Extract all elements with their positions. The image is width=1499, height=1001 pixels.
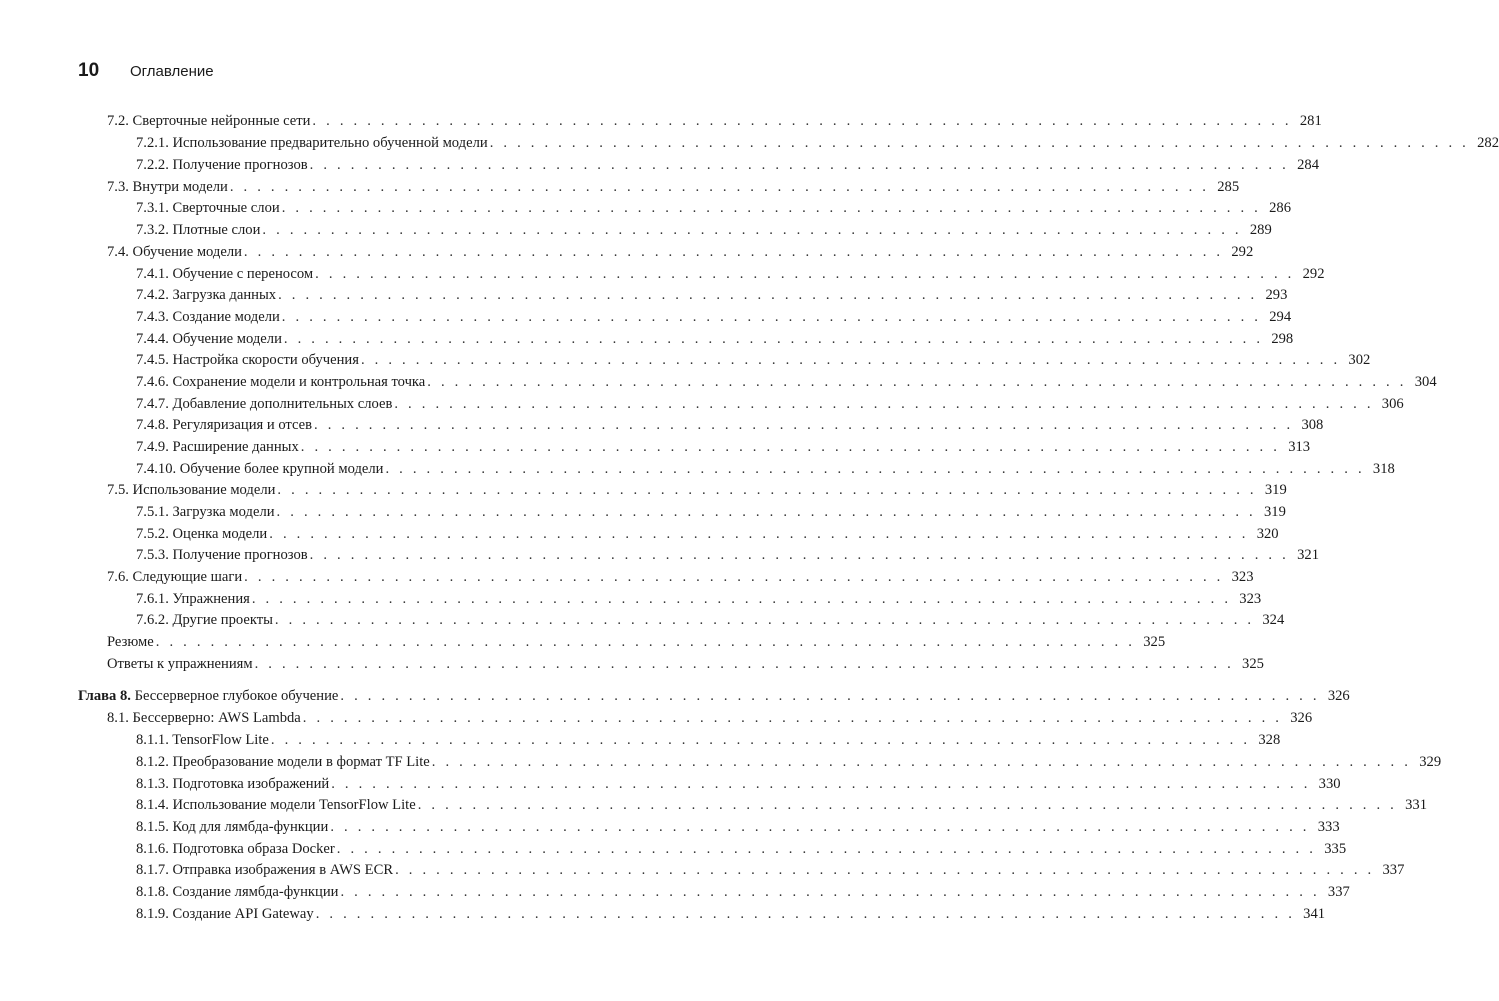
toc-leader-dots: . . . . . . . . . . . . . . . . . . . . . . . . . . . . . . . . . . . . . . . . . . . . . . . . . . . . . . . . . . . . . . . . . . . . . . . .: [283, 331, 1264, 347]
toc-page-number: 318: [1372, 461, 1395, 477]
toc-page-number: 331: [1405, 797, 1428, 813]
toc-page-number: 326: [1290, 710, 1313, 726]
toc-entry-number: 7.2.1.: [136, 135, 169, 151]
toc-entry: [136, 198, 1292, 218]
toc-entry-number: 7.3.2.: [136, 222, 169, 238]
toc-entry-number: 7.4.8.: [136, 417, 169, 433]
toc-entry-text: Создание модели: [172, 309, 280, 325]
toc-leader-dots: . . . . . . . . . . . . . . . . . . . . . . . . . . . . . . . . . . . . . . . . . . . . . . . . . . . . . . . . . . . . . . . . . . . . . . . .: [269, 526, 1249, 542]
toc-entry-number: 8.1.5.: [136, 819, 169, 835]
toc-page-number: 308: [1301, 417, 1324, 433]
toc-leader-dots: . . . . . . . . . . . . . . . . . . . . . . . . . . . . . . . . . . . . . . . . . . . . . . . . . . . . . . . . . . . . . . . . . . . . . . . .: [302, 710, 1283, 726]
toc-page-number: 337: [1382, 862, 1405, 878]
toc-leader-dots: . . . . . . . . . . . . . . . . . . . . . . . . . . . . . . . . . . . . . . . . . . . . . . . . . . . . . . . . . . . . . . . . . . . . . . . .: [254, 656, 1234, 672]
toc-entry-number: 7.4.5.: [136, 352, 169, 368]
toc-entry-text: Бессерверно: AWS Lambda: [132, 710, 301, 726]
toc-entry-text: Другие проекты: [172, 612, 273, 628]
toc-entry: [136, 904, 1326, 924]
toc-leader-dots: . . . . . . . . . . . . . . . . . . . . . . . . . . . . . . . . . . . . . . . . . . . . . . . . . . . . . . . . . . . . . . . . . . . . . . . .: [274, 612, 1255, 628]
toc-entry: [107, 177, 1240, 197]
toc-entry: [136, 394, 1404, 414]
toc-entry-number: 7.5.2.: [136, 526, 169, 542]
toc-leader-dots: . . . . . . . . . . . . . . . . . . . . . . . . . . . . . . . . . . . . . . . . . . . . . . . . . . . . . . . . . . . . . . . . . . . . . . . .: [315, 906, 1296, 922]
toc-entry-number: 8.1.2.: [136, 754, 169, 770]
toc-entry-number: 8.1.9.: [136, 906, 169, 922]
toc-page-number: 330: [1318, 776, 1341, 792]
toc-entry-number: 8.1.8.: [136, 884, 169, 900]
toc-page-number: 282: [1477, 135, 1499, 151]
toc-entry-title: [136, 285, 278, 305]
toc-entry-title: [136, 524, 269, 544]
toc-entry-text: Использование модели TensorFlow Lite: [172, 797, 416, 813]
toc-entry-title: [136, 264, 315, 284]
toc-page-number: 292: [1231, 244, 1254, 260]
toc-entry-text: Внутри модели: [132, 179, 228, 195]
toc-leader-dots: . . . . . . . . . . . . . . . . . . . . . . . . . . . . . . . . . . . . . . . . . . . . . . . . . . . . . . . . . . . . . . . . . . . . . . . .: [270, 732, 1251, 748]
toc-entry-text: Следующие шаги: [132, 569, 243, 585]
toc-entry-text: Код для лямбда-функции: [172, 819, 329, 835]
toc-leader-dots: . . . . . . . . . . . . . . . . . . . . . . . . . . . . . . . . . . . . . . . . . . . . . . . . . . . . . . . . . . . . . . . . . . . . . . . .: [277, 482, 1257, 498]
toc-entry-number: 7.5.: [107, 482, 129, 498]
toc-entry: [136, 155, 1319, 175]
toc-entry: [78, 686, 1350, 706]
toc-entry-title: [136, 545, 310, 565]
toc-leader-dots: . . . . . . . . . . . . . . . . . . . . . . . . . . . . . . . . . . . . . . . . . . . . . . . . . . . . . . . . . . . . . . . . . . . . . . . .: [395, 862, 1375, 878]
toc-entry-text: Получение прогнозов: [172, 157, 308, 173]
toc-entry-title: [136, 752, 432, 772]
toc-entry-title: [136, 795, 418, 815]
toc-leader-dots: . . . . . . . . . . . . . . . . . . . . . . . . . . . . . . . . . . . . . . . . . . . . . . . . . . . . . . . . . . . . . . . . . . . . . . . .: [312, 113, 1292, 129]
toc-entry: [107, 567, 1254, 587]
toc-entry-title: [136, 610, 275, 630]
toc-entry-number: 7.4.1.: [136, 266, 169, 282]
toc-page-number: 324: [1262, 612, 1285, 628]
toc-page-number: 284: [1297, 157, 1319, 173]
toc-entry: [136, 133, 1499, 153]
toc-page-number: 337: [1327, 884, 1350, 900]
toc-page-number: 298: [1271, 331, 1294, 347]
toc-entry-text: Расширение данных: [172, 439, 299, 455]
toc-entry-title: [107, 708, 303, 728]
toc-entry-text: Обучение с переносом: [172, 266, 314, 282]
toc-entry: [136, 589, 1262, 609]
toc-entry-title: [136, 502, 277, 522]
toc-entry-number: 7.2.: [107, 113, 129, 129]
toc-entry: [107, 708, 1313, 728]
toc-entry-title: [136, 817, 330, 837]
toc-page-number: 325: [1143, 634, 1166, 650]
toc-entry: [136, 524, 1279, 544]
toc-leader-dots: . . . . . . . . . . . . . . . . . . . . . . . . . . . . . . . . . . . . . . . . . . . . . . . . . . . . . . . . . . . . . . . . . . . . . . . .: [340, 688, 1320, 704]
toc-leader-dots: . . . . . . . . . . . . . . . . . . . . . . . . . . . . . . . . . . . . . . . . . . . . . . . . . . . . . . . . . . . . . . . . . . . . . . . .: [300, 439, 1281, 455]
toc-entry-number: 8.1.4.: [136, 797, 169, 813]
toc-leader-dots: . . . . . . . . . . . . . . . . . . . . . . . . . . . . . . . . . . . . . . . . . . . . . . . . . . . . . . . . . . . . . . . . . . . . . . . .: [281, 309, 1262, 325]
toc-page-number: 341: [1303, 906, 1326, 922]
toc-entry-number: 7.4.10.: [136, 461, 177, 477]
toc-leader-dots: . . . . . . . . . . . . . . . . . . . . . . . . . . . . . . . . . . . . . . . . . . . . . . . . . . . . . . . . . . . . . . . . . . . . . . . .: [314, 417, 1294, 433]
toc-entry-number: 7.4.4.: [136, 331, 169, 347]
toc-entry-title: [136, 774, 331, 794]
toc-entry-number: 8.1.3.: [136, 776, 169, 792]
toc-leader-dots: . . . . . . . . . . . . . . . . . . . . . . . . . . . . . . . . . . . . . . . . . . . . . . . . . . . . . . . . . . . . . . . . . . . . . . . .: [330, 819, 1310, 835]
toc-entry-title: [136, 839, 337, 859]
toc-leader-dots: . . . . . . . . . . . . . . . . . . . . . . . . . . . . . . . . . . . . . . . . . . . . . . . . . . . . . . . . . . . . . . . . . . . . . . . .: [278, 287, 1258, 303]
toc-leader-dots: . . . . . . . . . . . . . . . . . . . . . . . . . . . . . . . . . . . . . . . . . . . . . . . . . . . . . . . . . . . . . . . . . . . . . . . .: [309, 547, 1289, 563]
toc-entry: [107, 242, 1254, 262]
toc-entry-number: 7.3.: [107, 179, 129, 195]
toc-entry-number: Глава 8.: [78, 688, 131, 704]
toc-entry: [136, 752, 1442, 772]
toc-entry-title: [107, 654, 255, 674]
toc-entry-title: [136, 394, 394, 414]
toc-entry-text: Получение прогнозов: [172, 547, 308, 563]
toc-page-number: 304: [1414, 374, 1437, 390]
toc-entry-title: [136, 589, 252, 609]
toc-entry: [107, 654, 1264, 674]
toc-entry-title: [136, 198, 282, 218]
toc-entry-text: Подготовка изображений: [172, 776, 330, 792]
toc-entry: [136, 307, 1292, 327]
toc-entry-number: 7.6.1.: [136, 591, 169, 607]
toc-entry-text: Подготовка образа Docker: [172, 841, 335, 857]
toc-entry-title: [107, 632, 156, 652]
toc-entry-title: [136, 459, 385, 479]
toc-entry-text: Плотные слои: [172, 222, 261, 238]
toc-entry-text: Сверточные слои: [172, 200, 280, 216]
toc-entry-text: Загрузка модели: [172, 504, 275, 520]
page-number: 10: [78, 60, 100, 81]
toc-entry-number: 7.6.2.: [136, 612, 169, 628]
toc-entry-title: [136, 860, 395, 880]
toc-leader-dots: . . . . . . . . . . . . . . . . . . . . . . . . . . . . . . . . . . . . . . . . . . . . . . . . . . . . . . . . . . . . . . . . . . . . . . . .: [276, 504, 1256, 520]
toc-entry-text: Загрузка данных: [172, 287, 277, 303]
toc-page-number: 285: [1217, 179, 1240, 195]
toc-entry: [107, 480, 1287, 500]
toc-entry: [136, 860, 1405, 880]
toc-entry-text: Преобразование модели в формат TF Lite: [172, 754, 430, 770]
toc-entry: [136, 437, 1311, 457]
toc-entry-title: [136, 307, 282, 327]
toc-entry-text: Использование модели: [132, 482, 276, 498]
toc-entry-text: Создание API Gateway: [172, 906, 314, 922]
toc-page-number: 319: [1263, 504, 1286, 520]
toc-page-number: 319: [1264, 482, 1287, 498]
toc-page-number: 323: [1239, 591, 1262, 607]
toc-leader-dots: . . . . . . . . . . . . . . . . . . . . . . . . . . . . . . . . . . . . . . . . . . . . . . . . . . . . . . . . . . . . . . . . . . . . . . . .: [427, 374, 1407, 390]
toc-entry-title: [136, 372, 427, 392]
toc-entry-title: [136, 220, 262, 240]
toc-entry: [136, 220, 1272, 240]
toc-page-number: 289: [1249, 222, 1272, 238]
toc-entry-title: [136, 437, 301, 457]
toc-leader-dots: . . . . . . . . . . . . . . . . . . . . . . . . . . . . . . . . . . . . . . . . . . . . . . . . . . . . . . . . . . . . . . . . . . . . . . . .: [385, 461, 1365, 477]
toc-entry-number: 7.4.9.: [136, 439, 169, 455]
toc-entry-text: Сверточные нейронные сети: [132, 113, 311, 129]
toc-entry-text: TensorFlow Lite: [172, 732, 269, 748]
toc-entry-number: 7.5.1.: [136, 504, 169, 520]
toc-page-number: 320: [1256, 526, 1279, 542]
toc-leader-dots: . . . . . . . . . . . . . . . . . . . . . . . . . . . . . . . . . . . . . . . . . . . . . . . . . . . . . . . . . . . . . . . . . . . . . . . .: [309, 157, 1289, 173]
toc-entry-title: [136, 350, 361, 370]
toc-entry-number: 7.2.2.: [136, 157, 169, 173]
toc-entry: [136, 264, 1325, 284]
toc-leader-dots: . . . . . . . . . . . . . . . . . . . . . . . . . . . . . . . . . . . . . . . . . . . . . . . . . . . . . . . . . . . . . . . . . . . . . . . .: [360, 352, 1341, 368]
toc-leader-dots: . . . . . . . . . . . . . . . . . . . . . . . . . . . . . . . . . . . . . . . . . . . . . . . . . . . . . . . . . . . . . . . . . . . . . . . .: [489, 135, 1470, 151]
toc-entry-text: Оценка модели: [172, 526, 268, 542]
toc-leader-dots: . . . . . . . . . . . . . . . . . . . . . . . . . . . . . . . . . . . . . . . . . . . . . . . . . . . . . . . . . . . . . . . . . . . . . . . .: [229, 179, 1210, 195]
toc-leader-dots: . . . . . . . . . . . . . . . . . . . . . . . . . . . . . . . . . . . . . . . . . . . . . . . . . . . . . . . . . . . . . . . . . . . . . . . .: [394, 396, 1374, 412]
toc-leader-dots: . . . . . . . . . . . . . . . . . . . . . . . . . . . . . . . . . . . . . . . . . . . . . . . . . . . . . . . . . . . . . . . . . . . . . . . .: [340, 884, 1320, 900]
toc-page-number: 302: [1348, 352, 1371, 368]
toc-entry-title: [78, 686, 340, 706]
toc-entry-text: Создание лямбда-функции: [172, 884, 339, 900]
toc-entry-text: Настройка скорости обучения: [172, 352, 359, 368]
toc-page-number: 323: [1231, 569, 1254, 585]
toc-leader-dots: . . . . . . . . . . . . . . . . . . . . . . . . . . . . . . . . . . . . . . . . . . . . . . . . . . . . . . . . . . . . . . . . . . . . . . . .: [155, 634, 1136, 650]
toc-leader-dots: . . . . . . . . . . . . . . . . . . . . . . . . . . . . . . . . . . . . . . . . . . . . . . . . . . . . . . . . . . . . . . . . . . . . . . . .: [417, 797, 1398, 813]
toc-entry-title: [136, 155, 310, 175]
toc-entry: [136, 610, 1285, 630]
toc-entry: [136, 730, 1281, 750]
toc-entry-title: [136, 329, 284, 349]
toc-entry-text: Добавление дополнительных слоев: [172, 396, 393, 412]
toc-leader-dots: . . . . . . . . . . . . . . . . . . . . . . . . . . . . . . . . . . . . . . . . . . . . . . . . . . . . . . . . . . . . . . . . . . . . . . . .: [315, 266, 1295, 282]
toc-page-number: 294: [1269, 309, 1292, 325]
toc-page-number: 321: [1297, 547, 1319, 563]
toc-entry-number: 8.1.6.: [136, 841, 169, 857]
toc-entry-text: Использование предварительно обученной модели: [172, 135, 488, 151]
toc-page-number: 326: [1327, 688, 1350, 704]
toc-page-number: 286: [1269, 200, 1292, 216]
toc-entry: [136, 502, 1286, 522]
toc-page-number: 333: [1317, 819, 1340, 835]
toc-leader-dots: . . . . . . . . . . . . . . . . . . . . . . . . . . . . . . . . . . . . . . . . . . . . . . . . . . . . . . . . . . . . . . . . . . . . . . . .: [331, 776, 1311, 792]
toc-page-number: 335: [1324, 841, 1347, 857]
toc-page-number: 325: [1242, 656, 1264, 672]
toc-entry-title: [136, 730, 271, 750]
toc-entry: [136, 285, 1288, 305]
toc-entry-title: [136, 133, 490, 153]
toc-entry: [136, 839, 1347, 859]
toc-entry-number: 8.1.: [107, 710, 129, 726]
toc-entry: [136, 795, 1428, 815]
toc-entry-number: 7.5.3.: [136, 547, 169, 563]
toc-entry: [107, 111, 1322, 131]
header-title: Оглавление: [130, 63, 214, 80]
toc-entry-text: Резюме: [107, 634, 154, 650]
toc-entry-number: 7.4.3.: [136, 309, 169, 325]
toc-page-number: 329: [1419, 754, 1442, 770]
toc-entry-text: Ответы к упражнениям: [107, 656, 253, 672]
toc-entry-title: [107, 480, 277, 500]
toc-entry-number: 7.4.6.: [136, 374, 169, 390]
toc-entry: [136, 817, 1340, 837]
toc-page-number: 281: [1299, 113, 1322, 129]
toc-leader-dots: . . . . . . . . . . . . . . . . . . . . . . . . . . . . . . . . . . . . . . . . . . . . . . . . . . . . . . . . . . . . . . . . . . . . . . . .: [336, 841, 1317, 857]
toc-page-number: 313: [1288, 439, 1311, 455]
toc-entry-title: [107, 177, 230, 197]
toc-entry-text: Обучение модели: [132, 244, 242, 260]
toc-entry-text: Обучение более крупной модели: [179, 461, 384, 477]
toc-entry-text: Регуляризация и отсев: [172, 417, 313, 433]
toc-leader-dots: . . . . . . . . . . . . . . . . . . . . . . . . . . . . . . . . . . . . . . . . . . . . . . . . . . . . . . . . . . . . . . . . . . . . . . . .: [431, 754, 1412, 770]
toc-entry: [107, 632, 1166, 652]
toc-entry-title: [107, 111, 312, 131]
toc-entry-text: Упражнения: [172, 591, 250, 607]
toc-leader-dots: . . . . . . . . . . . . . . . . . . . . . . . . . . . . . . . . . . . . . . . . . . . . . . . . . . . . . . . . . . . . . . . . . . . . . . . .: [251, 591, 1232, 607]
toc-entry-title: [136, 415, 314, 435]
toc-entry: [136, 459, 1395, 479]
toc-leader-dots: . . . . . . . . . . . . . . . . . . . . . . . . . . . . . . . . . . . . . . . . . . . . . . . . . . . . . . . . . . . . . . . . . . . . . . . .: [243, 244, 1224, 260]
toc-page-number: 306: [1381, 396, 1404, 412]
toc-entry-number: 7.4.2.: [136, 287, 169, 303]
toc-entry-number: 7.4.: [107, 244, 129, 260]
toc-entry: [136, 545, 1319, 565]
toc-entry: [136, 774, 1341, 794]
toc-entry-text: Бессерверное глубокое обучение: [134, 688, 339, 704]
toc-entry-number: 7.6.: [107, 569, 129, 585]
toc-leader-dots: . . . . . . . . . . . . . . . . . . . . . . . . . . . . . . . . . . . . . . . . . . . . . . . . . . . . . . . . . . . . . . . . . . . . . . . .: [281, 200, 1262, 216]
toc-entry-text: Сохранение модели и контрольная точка: [172, 374, 426, 390]
toc-entry: [136, 882, 1350, 902]
toc-entry-text: Обучение модели: [172, 331, 282, 347]
toc-leader-dots: . . . . . . . . . . . . . . . . . . . . . . . . . . . . . . . . . . . . . . . . . . . . . . . . . . . . . . . . . . . . . . . . . . . . . . . .: [262, 222, 1242, 238]
toc-entry-number: 7.4.7.: [136, 396, 169, 412]
toc-page-number: 293: [1265, 287, 1288, 303]
toc-entry-title: [107, 242, 244, 262]
toc-entry-number: 7.3.1.: [136, 200, 169, 216]
toc-entry-title: [136, 904, 316, 924]
toc-leader-dots: . . . . . . . . . . . . . . . . . . . . . . . . . . . . . . . . . . . . . . . . . . . . . . . . . . . . . . . . . . . . . . . . . . . . . . . .: [244, 569, 1224, 585]
toc-entry: [136, 329, 1294, 349]
toc-entry-number: 8.1.1.: [136, 732, 169, 748]
toc-entry-title: [136, 882, 340, 902]
toc-entry: [136, 415, 1324, 435]
toc-entry-number: 8.1.7.: [136, 862, 169, 878]
toc-entry-title: [107, 567, 244, 587]
toc-entry: [136, 350, 1371, 370]
toc-entry: [136, 372, 1437, 392]
toc-page-number: 328: [1258, 732, 1281, 748]
toc-entry-text: Отправка изображения в AWS ECR: [172, 862, 394, 878]
toc-page-number: 292: [1302, 266, 1325, 282]
